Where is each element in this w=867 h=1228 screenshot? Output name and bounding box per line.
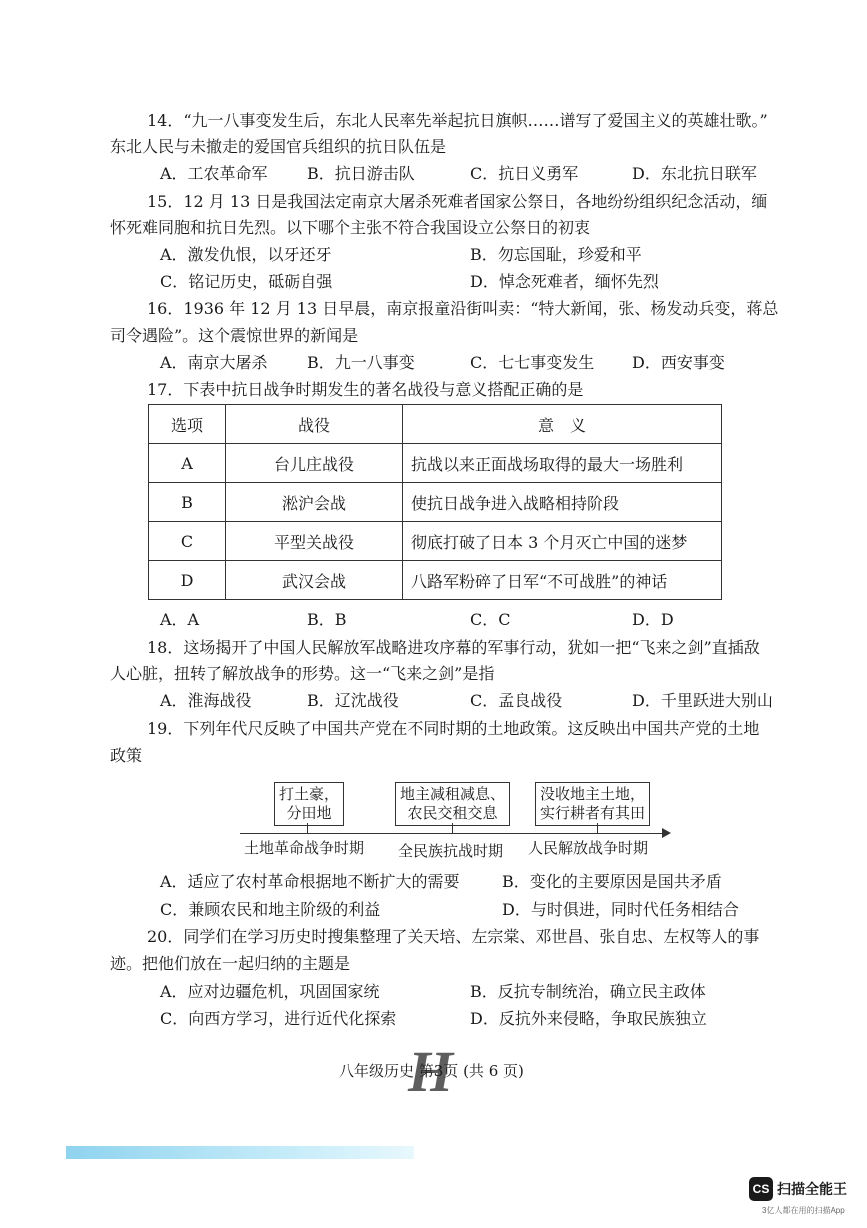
q16-stem-line1: 16．1936 年 12 月 13 日早晨，南京报童沿街叫卖：“特大新闻，张、杨发动兵变，蒋总 [147, 299, 779, 318]
q14-stem-line2: 东北人民与未撤走的爱国官兵组织的抗日队伍是 [110, 137, 447, 156]
table-cell-option: D [149, 561, 226, 600]
page-footer: 八年级历史 第3页 (共 6 页) [339, 1062, 524, 1080]
q16-option-a[interactable]: A．南京大屠杀 [160, 353, 268, 372]
table-row [149, 561, 722, 600]
timeline-tick [597, 823, 598, 833]
camscanner-tagline: 3亿人都在用的扫描App [762, 1206, 845, 1215]
q14-option-d[interactable]: D．东北抗日联军 [632, 164, 757, 183]
q20-stem-line2: 迹。把他们放在一起归纳的主题是 [110, 954, 351, 973]
q18-option-d[interactable]: D．千里跃进大别山 [632, 691, 773, 710]
q17-battle-table [148, 404, 722, 600]
table-cell-option: B [149, 483, 226, 522]
q17-option-d[interactable]: D．D [632, 610, 674, 629]
scan-color-bar [66, 1146, 414, 1159]
table-cell-battle: 武汉会战 [226, 561, 403, 600]
q17-option-b[interactable]: B．B [307, 610, 347, 629]
timeline-arrow-icon [662, 828, 671, 838]
q17-option-a[interactable]: A．A [160, 610, 200, 629]
q19-stem-line1: 19．下列年代尺反映了中国共产党在不同时期的土地政策。这反映出中国共产党的土地 [147, 719, 760, 738]
q15-option-d[interactable]: D．悼念死难者，缅怀先烈 [470, 272, 659, 291]
q16-option-c[interactable]: C．七七事变发生 [470, 353, 595, 372]
table-cell-significance: 八路军粉碎了日军“不可战胜”的神话 [403, 561, 722, 600]
q16-stem-line2: 司令遇险”。这个震惊世界的新闻是 [110, 326, 359, 345]
timeline-box-text: 实行耕者有其田 [540, 804, 646, 822]
timeline-box-text: 没收地主土地， [540, 785, 646, 803]
timeline-box-anti-japanese [395, 782, 510, 826]
q15-option-c[interactable]: C．铭记历史，砥砺自强 [160, 272, 333, 291]
q16-option-b[interactable]: B．九一八事变 [307, 353, 415, 372]
timeline-tick [307, 823, 308, 833]
timeline-box-liberation-war [535, 782, 650, 826]
q19-option-c[interactable]: C．兼顾农民和地主阶级的利益 [160, 900, 381, 919]
table-cell-option: C [149, 522, 226, 561]
q17-option-c[interactable]: C．C [470, 610, 511, 629]
q19-option-b[interactable]: B．变化的主要原因是国共矛盾 [502, 872, 722, 891]
table-header-significance: 意 义 [403, 405, 722, 444]
timeline-axis [240, 833, 665, 834]
q19-stem-line2: 政策 [110, 746, 143, 765]
table-cell-significance: 使抗日战争进入战略相持阶段 [403, 483, 722, 522]
q18-option-b[interactable]: B．辽沈战役 [307, 691, 399, 710]
q15-stem-line1: 15．12 月 13 日是我国法定南京大屠杀死难者国家公祭日，各地纷纷组织纪念活动，缅 [147, 192, 768, 211]
timeline-box-text: 打土豪， [279, 785, 340, 803]
timeline-box-text: 农民交租交息 [407, 804, 498, 822]
q19-option-d[interactable]: D．与时俱进，同时代任务相结合 [502, 900, 739, 919]
q20-option-a[interactable]: A．应对边疆危机，巩固国家统 [160, 982, 380, 1001]
timeline-period-label: 人民解放战争时期 [528, 839, 649, 857]
q17-stem-line1: 17．下表中抗日战争时期发生的著名战役与意义搭配正确的是 [147, 380, 584, 399]
timeline-period-label: 全民族抗战时期 [398, 842, 504, 860]
timeline-box-land-revolution [274, 782, 344, 826]
camscanner-name: 扫描全能王 [777, 1181, 847, 1197]
timeline-period-label: 土地革命战争时期 [244, 839, 365, 857]
table-row [149, 522, 722, 561]
q16-option-d[interactable]: D．西安事变 [632, 353, 725, 372]
timeline-box-text: 分田地 [286, 804, 332, 822]
q18-option-a[interactable]: A．淮海战役 [160, 691, 252, 710]
table-header-option: 选项 [149, 405, 226, 444]
table-cell-battle: 平型关战役 [226, 522, 403, 561]
q14-option-c[interactable]: C．抗日义勇军 [470, 164, 579, 183]
q20-option-c[interactable]: C．向西方学习，进行近代化探索 [160, 1009, 397, 1028]
table-cell-battle: 淞沪会战 [226, 483, 403, 522]
q18-stem-line2: 人心脏，扭转了解放战争的形势。这一“飞来之剑”是指 [110, 664, 495, 683]
q14-option-a[interactable]: A．工农革命军 [160, 164, 268, 183]
table-cell-option: A [149, 444, 226, 483]
q15-option-a[interactable]: A．激发仇恨，以牙还牙 [160, 245, 332, 264]
q20-option-b[interactable]: B．反抗专制统治，确立民主政体 [470, 982, 706, 1001]
table-cell-significance: 彻底打破了日本 3 个月灭亡中国的迷梦 [403, 522, 722, 561]
q14-option-b[interactable]: B．抗日游击队 [307, 164, 415, 183]
table-row [149, 483, 722, 522]
table-cell-significance: 抗战以来正面战场取得的最大一场胜利 [403, 444, 722, 483]
table-header-battle: 战役 [226, 405, 403, 444]
q18-option-c[interactable]: C．孟良战役 [470, 691, 563, 710]
q15-option-b[interactable]: B．勿忘国耻，珍爱和平 [470, 245, 642, 264]
camscanner-logo-icon: CS [749, 1177, 773, 1201]
q19-option-a[interactable]: A．适应了农村革命根据地不断扩大的需要 [160, 872, 460, 891]
timeline-box-text: 地主减租减息、 [400, 785, 506, 803]
h-stamp-mark: H [408, 1039, 450, 1104]
q20-stem-line1: 20．同学们在学习历史时搜集整理了关天培、左宗棠、邓世昌、张自忠、左权等人的事 [147, 927, 760, 946]
table-header-row [149, 405, 722, 444]
table-cell-battle: 台儿庄战役 [226, 444, 403, 483]
q20-option-d[interactable]: D．反抗外来侵略，争取民族独立 [470, 1009, 707, 1028]
q14-stem-line1: 14．“九一八事变发生后，东北人民率先举起抗日旗帜……谱写了爱国主义的英雄壮歌。” [147, 111, 768, 130]
q15-stem-line2: 怀死难同胞和抗日先烈。以下哪个主张不符合我国设立公祭日的初衷 [110, 218, 591, 237]
table-row [149, 444, 722, 483]
timeline-tick [452, 823, 453, 833]
q18-stem-line1: 18．这场揭开了中国人民解放军战略进攻序幕的军事行动，犹如一把“飞来之剑”直插敌 [147, 638, 760, 657]
